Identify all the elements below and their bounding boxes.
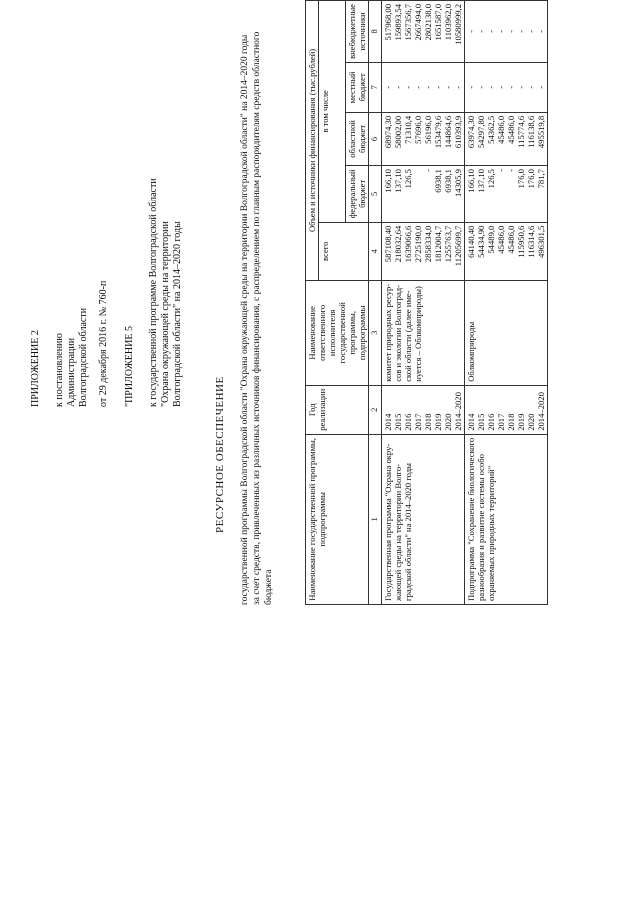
col-header-regional: областной бюджет xyxy=(346,112,369,165)
row-years: 2014 2015 2016 2017 2018 2019 2020 2014–2020 xyxy=(465,385,548,434)
program-ref-2: "Охрана окружающей среды на территории xyxy=(160,221,171,407)
col-header-including: в том числе xyxy=(319,1,346,223)
program-ref-1: к государственной программе Волгоградской области xyxy=(148,178,159,407)
program-ref-3: Волгоградской области" на 2014–2020 годы xyxy=(172,221,183,407)
subtitle-line-1: государственной программы Волгоградской области "Охрана окружающей среды на территории Волгоградской области" на 2014–2020 годы xyxy=(240,34,250,605)
row-local: - - - - - - - - xyxy=(382,62,465,112)
resolution-line-1: к постановлению xyxy=(54,333,65,407)
row-regional: 63974,30 54297,80 54362,5 45486,0 45486,0 115774,6 116138,6 495519,8 xyxy=(465,112,548,165)
row-federal: 166,10 137,10 126,5 - 6938,1 6938,1 14305,9 xyxy=(382,166,465,223)
col-header-volume: Объем и источники финансирования (тыс.рублей) xyxy=(306,1,319,281)
subtitle-line-3: бюджета xyxy=(264,569,274,605)
row-total: 587108,40 218032,64 1639066,6 2725190,0 2858334,0 1812004,7 1255763,7 11205699,7 xyxy=(382,222,465,280)
document-title: РЕСУРСНОЕ ОБЕСПЕЧЕНИЕ xyxy=(214,376,226,533)
col-header-federal: федеральный бюджет xyxy=(346,166,369,223)
row-federal: 166,10 137,10 126,5 - - 176,0 176,0 781,7 xyxy=(465,166,548,223)
subtitle-line-2: за счет средств, привлеченных из различных источников финансирования, с распределением по главным распорядителям средств областного xyxy=(252,31,262,605)
col-number: 1 xyxy=(369,434,382,604)
row-extrabudget: - - - - - - - - xyxy=(465,1,548,63)
col-header-name: Наименование государственной программы, подпрограммы xyxy=(306,434,369,604)
col-number: 4 xyxy=(369,222,382,280)
col-header-executor: Наименование ответственного исполнителя государственной программы, подпрограммы xyxy=(306,280,369,385)
table-row-subprogram xyxy=(465,1,548,605)
appendix5-label: "ПРИЛОЖЕНИЕ 5 xyxy=(124,326,135,407)
row-name: Государственная программа "Охрана окру- жающей среды на территории Волго- градской области" на 2014–2020 годы xyxy=(382,434,465,604)
col-number: 2 xyxy=(369,385,382,434)
column-numbers-row xyxy=(369,1,382,605)
col-header-year: Год реализации xyxy=(306,385,369,434)
row-years: 2014 2015 2016 2017 2018 2019 2020 2014–2020 xyxy=(382,385,465,434)
row-regional: 68974,30 58002,00 71310,4 57696,0 56196,0 153479,6 144864,6 610393,9 xyxy=(382,112,465,165)
row-name: Подпрограмма "Сохранение биологического разнообразия и развитие системы особо охраняемых природных территорий" xyxy=(465,434,548,604)
col-number: 6 xyxy=(369,112,382,165)
col-header-extrabudget: внебюджетные источники xyxy=(346,1,369,63)
row-local: - - - - - - - - xyxy=(465,62,548,112)
col-number: 7 xyxy=(369,62,382,112)
col-header-local: местный бюджет xyxy=(346,62,369,112)
row-executor: комитет природных ресур- сов и экологии Волгоград- ской области (далее име- нуется – Облкомприроды) xyxy=(382,280,465,385)
resolution-line-3: Волгоградской области xyxy=(78,307,89,407)
resolution-date: от 29 декабря 2016 г. № 760-п xyxy=(98,280,109,407)
col-header-total: всего xyxy=(319,222,369,280)
row-total: 64140,40 54434,90 54489,0 45486,0 45486,0 115950,6 116314,6 496301,5 xyxy=(465,222,548,280)
funding-table xyxy=(305,0,548,605)
resolution-line-2: Администрации xyxy=(66,337,77,407)
col-number: 3 xyxy=(369,280,382,385)
table-row-program xyxy=(382,1,465,605)
row-extrabudget: 517968,00 159893,54 1567356,7 2667494,0 2802138,0 1651587,0 1103962,0 10580999,2 xyxy=(382,1,465,63)
col-number: 5 xyxy=(369,166,382,223)
row-executor: Облкомприроды xyxy=(465,280,548,385)
col-number: 8 xyxy=(369,1,382,63)
appendix-label: ПРИЛОЖЕНИЕ 2 xyxy=(30,330,41,407)
